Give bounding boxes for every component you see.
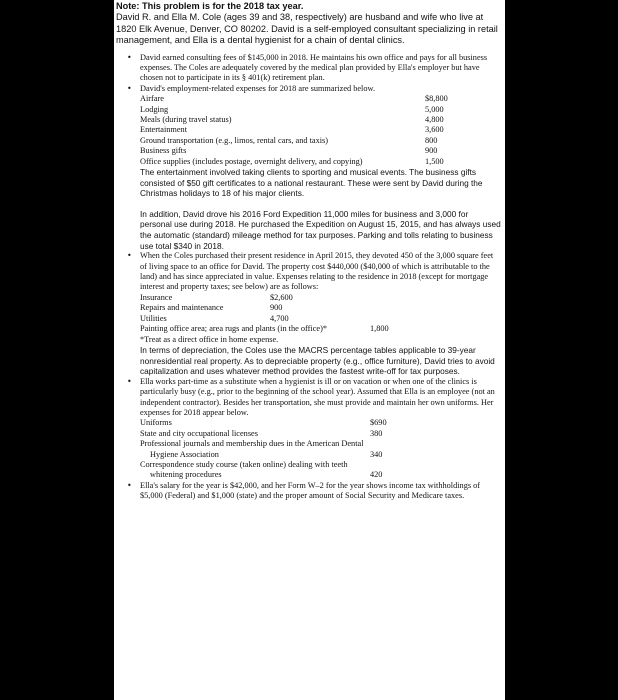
expense-label: Painting office area; area rugs and plants (in the office)*	[140, 324, 327, 334]
note-title: Note: This problem is for the 2018 tax year.	[116, 1, 304, 11]
list-item	[114, 84, 505, 167]
footnote: *Treat as a direct office in home expense.	[140, 334, 279, 344]
expense-amount: 800	[425, 135, 438, 145]
expense-amount: 340	[370, 449, 383, 459]
expense-amount: $2,600	[270, 292, 293, 302]
expense-amount: 380	[370, 428, 383, 438]
expenses-intro-text: • David's employment-related expenses for 2018 are summarized below.	[140, 83, 376, 93]
depreciation-paragraph: In terms of depreciation, the Coles use the MACRS percentage tables applicable to 39-year nonresidential real property. As to depreciable property (e.g., office furniture), David tries to avoid capitalization and uses whatever method provides the fastest write-off for tax purposes.	[140, 344, 495, 377]
fact-list	[114, 53, 505, 167]
expense-label: Correspondence study course (taken online) dealing with teeth	[140, 459, 348, 469]
expense-amount: $8,800	[425, 94, 448, 104]
expense-amount: 5,000	[425, 104, 444, 114]
residence-expense-table	[140, 293, 502, 324]
fact-list-2	[114, 251, 505, 345]
residence-text: • When the Coles purchased their present residence in April 2015, they devoted 450 of the 3,000 square feet of living space to an office for David. The property cost $440,000 ($40,000 of which is attributable to the land) and has since appreciated in value. Expenses relating to the residence in 2018 (except for mortgage interest and property taxes; see below) are as follows:	[140, 251, 494, 292]
ella-work-text: • Ella works part-time as a substitute when a hygienist is ill or on vacation or when one of the clinics is particularly busy (e.g., prior to the beginning of the school year). Assumed that Ella is an employee (not an independent contractor). Besides her transportation, she must provide and maintain her own uniforms. Her expenses for 2018 appear below.	[140, 376, 495, 417]
expense-label: Uniforms	[140, 418, 172, 428]
expense-amount: 1,500	[425, 156, 444, 166]
expense-amount: $690	[370, 418, 387, 428]
entertainment-paragraph: The entertainment involved taking clients to sporting and musical events. The business gifts consisted of $50 gift certificates to a national restaurant. These were sent by David during the Christmas holidays to 18 of his major clients.	[140, 167, 483, 199]
expense-amount: 4,700	[270, 313, 289, 323]
expense-label: Airfare	[140, 94, 164, 104]
expense-label: Lodging	[140, 104, 169, 114]
expense-label: State and city occupational licenses	[140, 428, 258, 438]
correspondence-course-row	[140, 460, 502, 481]
employment-expense-table	[140, 94, 502, 167]
expense-label: Utilities	[140, 313, 167, 323]
expense-label: Business gifts	[140, 146, 187, 156]
expense-amount: 4,800	[425, 115, 444, 125]
expense-label: Ground transportation (e.g., limos, rental cars, and taxis)	[140, 135, 329, 145]
professional-dues-row	[140, 439, 502, 460]
expense-label: Hygiene Association	[150, 449, 219, 459]
expense-amount: 1,800	[370, 324, 389, 334]
expense-amount: 900	[270, 303, 283, 313]
list-item	[114, 481, 505, 502]
expense-label: Professional journals and membership dues in the American Dental	[140, 439, 364, 449]
ella-expense-table	[140, 418, 502, 439]
list-item	[114, 251, 505, 345]
expense-label: Repairs and maintenance	[140, 303, 224, 313]
consulting-fees-text: David earned consulting fees of $145,000 in 2018. He maintains his own office and pays for all business expenses. The Coles are adequately covered by the medical plan provided by Ella's employer but have chosen not to participate in its § 401(k) retirement plan.	[140, 52, 488, 83]
expense-label: Insurance	[140, 292, 173, 302]
ella-salary-text: Ella's salary for the year is $42,000, and her Form W–2 for the year shows income tax withholdings of $5,000 (Federal) and $1,000 (state) and the proper amount of Social Security and Medicare taxes.	[140, 480, 481, 501]
auto-paragraph: In addition, David drove his 2016 Ford Expedition 11,000 miles for business and 3,000 for personal use during 2018. He purchased the Expedition on August 15, 2015, and has always used the automatic (standard) mileage method for tax purposes. Parking and tolls relating to business use total $340 in 2018.	[140, 208, 501, 251]
fact-list-3	[114, 377, 505, 502]
document-page	[114, 0, 505, 700]
list-item	[114, 53, 505, 84]
list-item	[114, 377, 505, 481]
expense-label: Entertainment	[140, 125, 187, 135]
expense-amount: 900	[425, 146, 438, 156]
expense-label: whitening procedures	[150, 470, 222, 480]
painting-row	[140, 324, 502, 334]
note-header	[114, 0, 505, 47]
expense-amount: 3,600	[425, 125, 444, 135]
note-intro: David R. and Ella M. Cole (ages 39 and 38, respectively) are husband and wife who live at 1820 Elk Avenue, Denver, CO 80202. David is a self-employed consultant specializing in retail management, and Ella is a dental hygienist for a chain of dental clinics.	[116, 12, 498, 46]
expense-label: Meals (during travel status)	[140, 115, 232, 125]
expense-label: Office supplies (includes postage, overnight delivery, and copying)	[140, 156, 363, 166]
expense-amount: 420	[370, 470, 383, 480]
